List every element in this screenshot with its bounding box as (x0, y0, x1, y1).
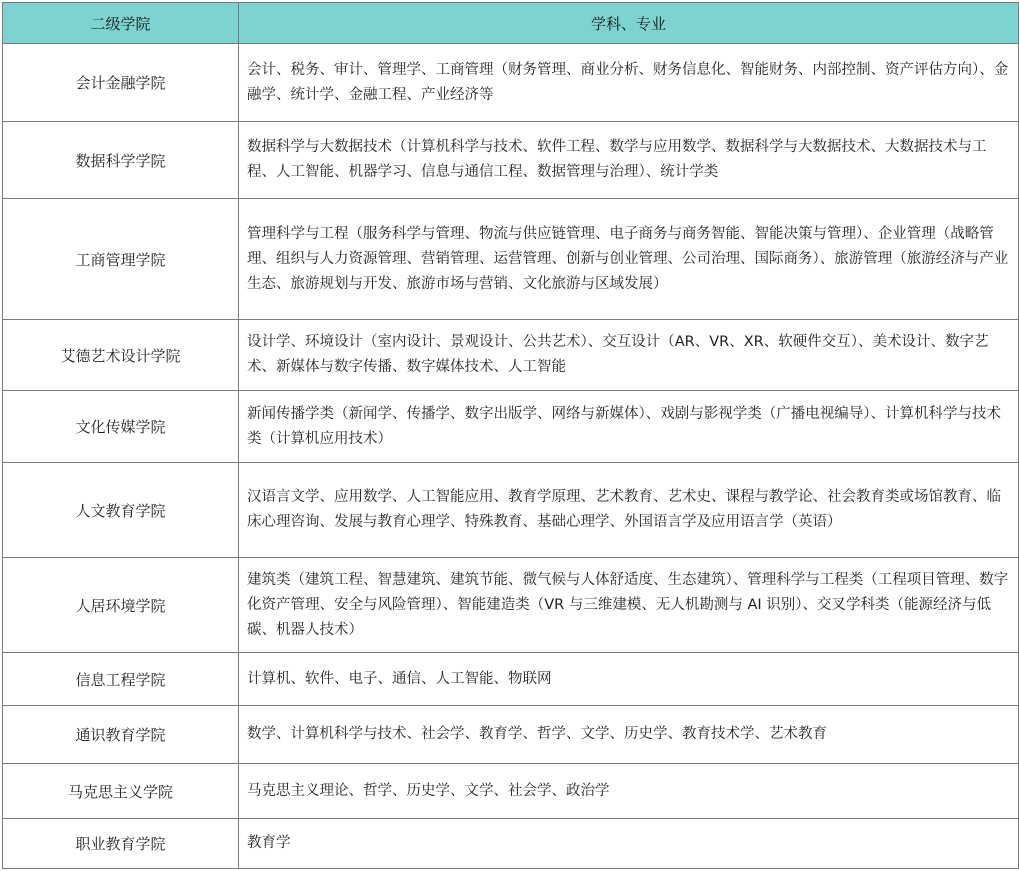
college-name: 文化传媒学院 (3, 391, 239, 463)
table-row (3, 122, 1019, 199)
majors-cell: 马克思主义理论、哲学、历史学、文学、社会学、政治学 (239, 764, 1019, 819)
majors-cell: 会计、税务、审计、管理学、工商管理（财务管理、商业分析、财务信息化、智能财务、内部控制、资产评估方向）、金融学、统计学、金融工程、产业经济等 (239, 44, 1019, 122)
majors-cell: 计算机、软件、电子、通信、人工智能、物联网 (239, 653, 1019, 706)
table-row (3, 199, 1019, 320)
table-row (3, 463, 1019, 558)
college-name: 通识教育学院 (3, 706, 239, 764)
table-row (3, 764, 1019, 819)
header-college: 二级学院 (3, 3, 239, 44)
college-name: 人文教育学院 (3, 463, 239, 558)
majors-cell: 数学、计算机科学与技术、社会学、教育学、哲学、文学、历史学、教育技术学、艺术教育 (239, 706, 1019, 764)
college-name: 工商管理学院 (3, 199, 239, 320)
college-name: 马克思主义学院 (3, 764, 239, 819)
majors-cell: 汉语言文学、应用数学、人工智能应用、教育学原理、艺术教育、艺术史、课程与教学论、社会教育类或场馆教育、临床心理咨询、发展与教育心理学、特殊教育、基础心理学、外国语言学及应用语言学（英语） (239, 463, 1019, 558)
table-row (3, 706, 1019, 764)
college-name: 艾德艺术设计学院 (3, 320, 239, 391)
table-row (3, 558, 1019, 653)
majors-cell: 教育学 (239, 819, 1019, 869)
table-row (3, 819, 1019, 869)
college-name: 会计金融学院 (3, 44, 239, 122)
majors-cell: 管理科学与工程（服务科学与管理、物流与供应链管理、电子商务与商务智能、智能决策与管理）、企业管理（战略管理、组织与人力资源管理、营销管理、运营管理、创新与创业管理、公司治理、国际商务）、旅游管理（旅游经济与产业生态、旅游规划与开发、旅游市场与营销、文化旅游与区域发展） (239, 199, 1019, 320)
majors-cell: 建筑类（建筑工程、智慧建筑、建筑节能、微气候与人体舒适度、生态建筑）、管理科学与工程类（工程项目管理、数字化资产管理、安全与风险管理）、智能建造类（VR 与三维建模、无人机勘测与 AI 识别）、交叉学科类（能源经济与低碳、机器人技术） (239, 558, 1019, 653)
majors-cell: 新闻传播学类（新闻学、传播学、数字出版学、网络与新媒体）、戏剧与影视学类（广播电视编导）、计算机科学与技术类（计算机应用技术） (239, 391, 1019, 463)
majors-cell: 设计学、环境设计（室内设计、景观设计、公共艺术）、交互设计（AR、VR、XR、软硬件交互）、美术设计、数字艺术、新媒体与数字传播、数字媒体技术、人工智能 (239, 320, 1019, 391)
college-name: 信息工程学院 (3, 653, 239, 706)
college-name: 职业教育学院 (3, 819, 239, 869)
table-body (3, 44, 1019, 869)
header-majors: 学科、专业 (239, 3, 1019, 44)
table-row (3, 391, 1019, 463)
table-row (3, 44, 1019, 122)
header-row (3, 3, 1019, 44)
college-majors-table (2, 2, 1019, 869)
college-name: 数据科学学院 (3, 122, 239, 199)
table-row (3, 653, 1019, 706)
majors-cell: 数据科学与大数据技术（计算机科学与技术、软件工程、数学与应用数学、数据科学与大数据技术、大数据技术与工程、人工智能、机器学习、信息与通信工程、数据管理与治理）、统计学类 (239, 122, 1019, 199)
college-name: 人居环境学院 (3, 558, 239, 653)
table-header (3, 3, 1019, 44)
table-row (3, 320, 1019, 391)
